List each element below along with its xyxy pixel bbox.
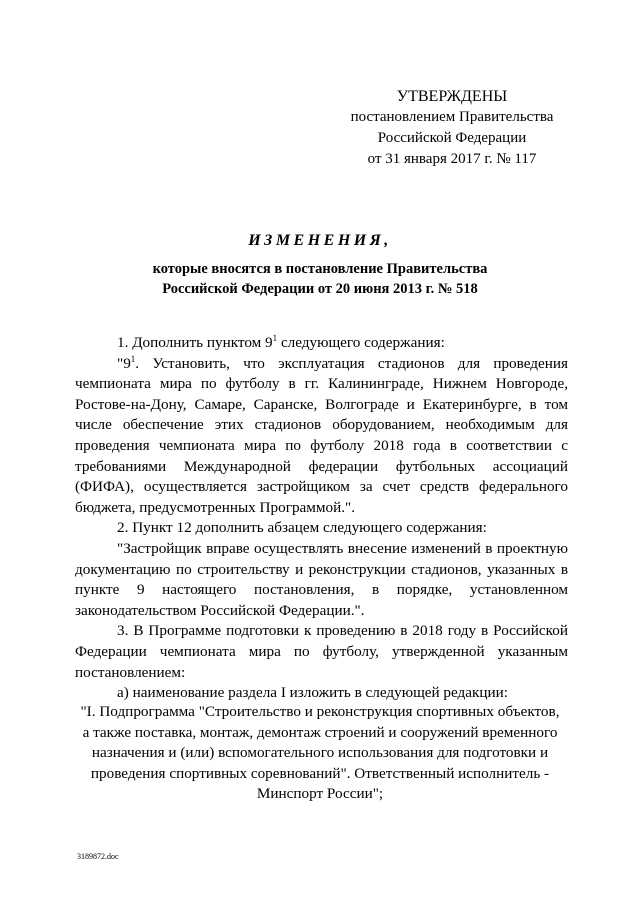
paragraph-text: следующего содержания: xyxy=(277,334,445,351)
paragraph-text: "9 xyxy=(117,354,131,372)
section-title-line: назначения и (или) вспомогательного использования для подготовки и xyxy=(91,744,549,762)
paragraph-2 xyxy=(75,354,568,519)
approval-line: постановлением Правительства xyxy=(350,109,554,125)
subtitle-line: которые вносятся в постановление Правительства xyxy=(152,261,488,277)
approval-block xyxy=(332,86,572,170)
section-title-line: а также поставка, монтаж, демонтаж строений и сооружений временного xyxy=(82,723,558,741)
paragraph-text: 1. Дополнить пунктом 9 xyxy=(117,334,273,351)
paragraph-1 xyxy=(75,333,568,354)
paragraph-4: "Застройщик вправе осуществлять внесение изменений в проектную документацию по строительству и реконструкции стадионов, указанных в пункте 9 настоящего постановления, в порядке, установленном законодательством Российской Федерации.". xyxy=(75,539,568,619)
document-file-id: 3189872.doc xyxy=(77,852,119,861)
section-title-line: "I. Подпрограмма "Строительство и реконструкция спортивных объектов, xyxy=(80,703,560,720)
paragraph-text: . Установить, что эксплуатация стадионов для проведения чемпионата мира по футболу в гг. Калининграде, Нижнем Новгороде, Ростове-на-Дону, Самаре, Саранске, Волгограде и Екатеринбурге, в том числе обеспечение этих стадионов оборудованием, необходимым для проведения чемпионата мира по футболу 2018 года в соответствии с требованиями Международной федерации футбольных ассоциаций (ФИФА), осуществляется застройщиком за счет средств федерального бюджета, предусмотренных Программой.". xyxy=(75,354,568,516)
superscript: 1 xyxy=(130,353,136,364)
paragraph-3: 2. Пункт 12 дополнить абзацем следующего содержания: xyxy=(117,519,487,537)
superscript: 1 xyxy=(272,333,278,343)
section-title-line: Минспорт России"; xyxy=(256,785,384,803)
paragraph-5: 3. В Программе подготовки к проведению в 2018 году в Российской Федерации чемпионата мира по футболу, утвержденной указанным постановлением: xyxy=(75,622,568,681)
document-body xyxy=(75,333,568,704)
approval-heading: УТВЕРЖДЕНЫ xyxy=(396,88,508,105)
subtitle-line: Российской Федерации от 20 июня 2013 г. № 518 xyxy=(162,281,478,297)
section-title-line: проведения спортивных соревнований". Ответственный исполнитель - xyxy=(90,764,550,782)
approval-line: Российской Федерации xyxy=(377,130,527,146)
section-title-block xyxy=(60,702,580,805)
document-subtitle xyxy=(0,259,640,299)
approval-date-number: от 31 января 2017 г. № 117 xyxy=(367,151,537,167)
paragraph-6: а) наименование раздела I изложить в следующей редакции: xyxy=(117,684,509,702)
document-title: ИЗМЕНЕНИЯ, xyxy=(248,232,392,249)
